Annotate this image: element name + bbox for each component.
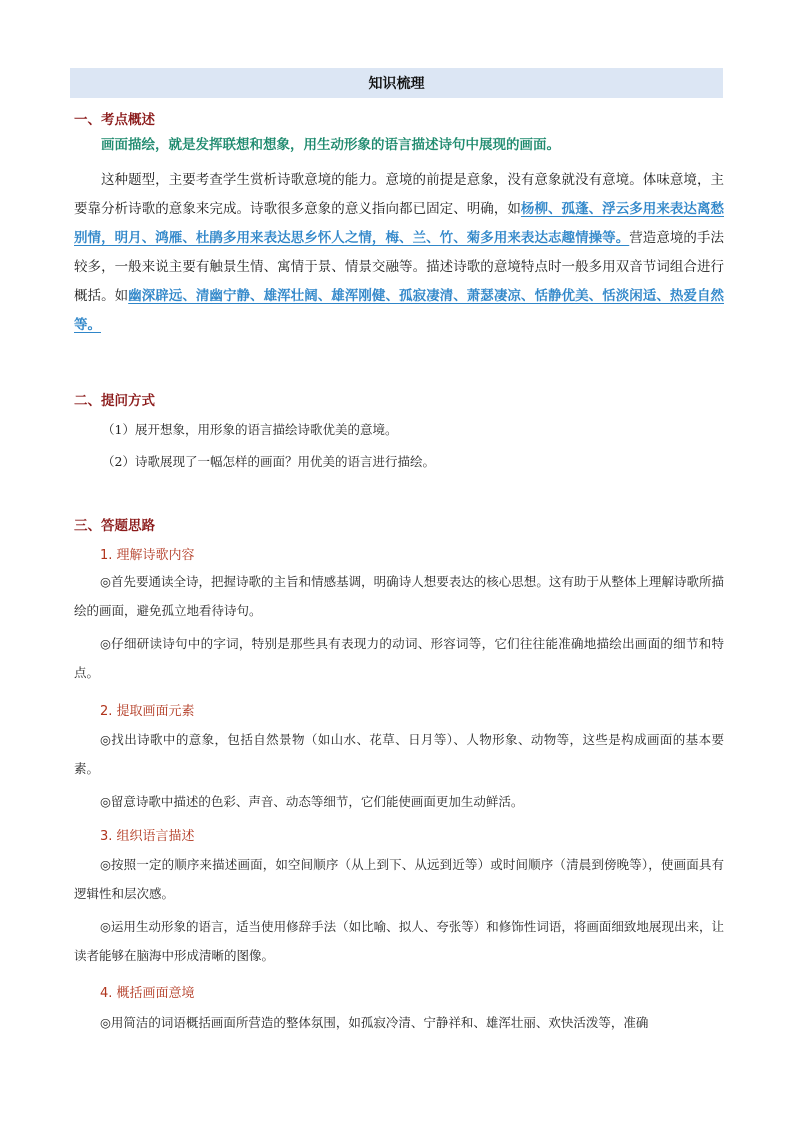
step-1-paragraph-2: ◎仔细研读诗句中的字词，特别是那些具有表现力的动词、形容词等，它们往往能准确地描绘出画面的细节和特点。 [74, 636, 724, 680]
section-heading-overview: 一、考点概述 [74, 112, 155, 128]
overview-text-a: 这种题型，主要考查学生赏析诗歌意境的能力。意境的前提是意象，没有意象就没有意境。体味意境，主要靠分析诗歌的意象来完成。诗歌很多意象的意义指向都已固定、明确，如 [74, 172, 724, 217]
section-heading-approach: 三、答题思路 [74, 518, 155, 534]
step-1-title: 1. 理解诗歌内容 [100, 548, 195, 563]
mood-words-link: 幽深辟远、清幽宁静、雄浑壮阔、雄浑刚健、孤寂凄清、萧瑟凄凉、恬静优美、恬淡闲适、热爱自然等。 [74, 288, 725, 333]
step-2-title: 2. 提取画面元素 [100, 704, 195, 719]
step-1-paragraph-1: ◎首先要通读全诗，把握诗歌的主旨和情感基调，明确诗人想要表达的核心思想。这有助于从整体上理解诗歌所描绘的画面，避免孤立地看待诗句。 [74, 574, 724, 618]
page-title: 知识梳理 [70, 68, 723, 98]
question-item-1: （1）展开想象，用形象的语言描绘诗歌优美的意境。 [102, 422, 398, 437]
step-3-title: 3. 组织语言描述 [100, 829, 195, 844]
step-2-paragraph-2: ◎留意诗歌中描述的色彩、声音、动态等细节，它们能使画面更加生动鲜活。 [100, 794, 524, 809]
step-2-paragraph-1: ◎找出诗歌中的意象，包括自然景物（如山水、花草、日月等）、人物形象、动物等，这些是构成画面的基本要素。 [74, 732, 724, 776]
step-3-paragraph-1: ◎按照一定的顺序来描述画面，如空间顺序（从上到下、从远到近等）或时间顺序（清晨到傍晚等），使画面具有逻辑性和层次感。 [74, 857, 724, 901]
overview-paragraph [74, 166, 724, 340]
step-3-paragraph-2: ◎运用生动形象的语言，适当使用修辞手法（如比喻、拟人、夸张等）和修饰性词语，将画面细致地展现出来，让读者能够在脑海中形成清晰的图像。 [74, 919, 724, 963]
section-heading-questions: 二、提问方式 [74, 393, 155, 409]
imagery-examples-link: 杨柳、孤蓬、浮云多用来表达离愁别情，明月、鸿雁、杜鹃多用来表达思乡怀人之情，梅、兰、竹、菊多用来表达志趣情操等。 [74, 201, 725, 246]
step-4-paragraph-1: ◎用简洁的词语概括画面所营造的整体氛围，如孤寂冷清、宁静祥和、雄浑壮丽、欢快活泼等，准确 [100, 1015, 649, 1030]
step-4-title: 4. 概括画面意境 [100, 986, 195, 1001]
definition-highlight: 画面描绘，就是发挥联想和想象，用生动形象的语言描述诗句中展现的画面。 [101, 137, 560, 153]
question-item-2: （2）诗歌展现了一幅怎样的画面？用优美的语言进行描绘。 [102, 454, 435, 469]
overview-text-b: 营造意境的手法较多，一般来说主要有触景生情、寓情于景、情景交融等。描述诗歌的意境特点时一般多用双音节词组合进行概括。如 [74, 230, 725, 304]
definition-text [74, 131, 724, 160]
